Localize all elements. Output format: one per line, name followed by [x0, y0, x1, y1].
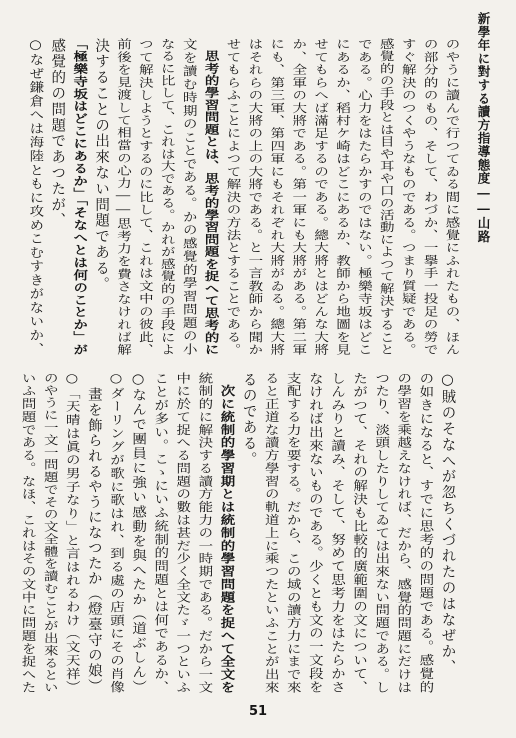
text-line: ると正道な讀方學習の軌道上に乘つたといふことが出來: [262, 372, 279, 694]
text-line: ○なぜ鎌倉へは海陸ともに攻めこむすきがないか、: [27, 38, 44, 356]
text-line: なるに比して、これは大である。かれが感覺的の手段によ: [158, 38, 175, 356]
text-line: 前後を見渡して相當の心力――思考力を費さなければ解: [115, 38, 131, 356]
text-line: つて解決しようとするのに比して、これは文中の彼此、: [136, 38, 153, 356]
text-line: 感覺的の手段とは目や耳や口の活動によつて解決すること: [377, 38, 394, 356]
text-line: の學習を乘越えなければ、だから、感覺的問題にだけは: [395, 372, 412, 694]
text-line: 中に於て捉へる問題の數は甚だ少く全文たゞ一つといふ: [174, 372, 191, 694]
running-header: 新學年に對する讀方指導態度――山路: [476, 12, 491, 244]
text-line: か、全軍の大將である。第一軍にも大將がある。第二軍: [290, 38, 307, 356]
text-line: 畫を飾られるやうになつたか（燈臺守の娘）: [85, 372, 102, 694]
text-line: の部分的のもの、そして、わづか、一擧手一投足の勞で: [421, 38, 438, 356]
text-line: にも、第三軍、第四軍にもそれぞれ大將がゐる。總大將: [268, 38, 285, 356]
text-line: ことが多い。こゝにいふ統制的問題とは何であるか、: [152, 372, 169, 695]
text-line: 支配する力を要する。だから、この域の讀方力にまで來: [284, 372, 301, 694]
text-line: せてもらへば滿足するのである。總大將とはどんな大將: [312, 38, 329, 356]
text-line: 統制的に解決する讀方能力の一時期である。だから一文: [196, 372, 213, 694]
page-number: 51: [248, 704, 268, 719]
text-line: の如きになると、すでに思考的の問題である。感覺的: [417, 372, 434, 695]
text-line: 決することの出來ない問題である。: [93, 38, 110, 293]
text-line: 文を讀む時期のことである。かの感覺的學習問題の小: [180, 38, 197, 356]
text-line: 「極樂寺坂はどこにあるか」「そなへとは何のことか」が: [71, 38, 89, 357]
text-line: ○賊のそなへが忽ちくづれたのはなぜか、: [439, 372, 456, 676]
text-line: つたり、淡頭したりしてゐては出來ない問題である。し: [373, 372, 390, 694]
text-line: である。心力をはたらかすのではない。極樂寺坂はどこ: [355, 38, 372, 356]
text-line: 思考的學習問題とは、思考的學習問題を捉へて思考的に: [202, 38, 220, 356]
text-line: なければ出來ないものである。少くとも文の一文段を: [306, 372, 323, 695]
text-line: にあるか、稻村ケ崎はどこにあるか、教師から地圖を見: [334, 38, 350, 356]
text-line: しんみりと讀み、そして、努めて思考力をはたらかさ: [329, 372, 345, 695]
text-line: ○なんで團員に強い感動を與へたか（道ぶしん）: [130, 372, 147, 695]
text-line: のやうに讀んで行つてゐる間に感覺にふれたもの、ほん: [443, 38, 460, 356]
text-line: のやうに一文一問題でその文全體を讀むことが出來るとい: [41, 372, 58, 695]
text-line: せてもらふことによつて解決の方法とすることである。: [224, 38, 241, 356]
text-line: すぐ解決のつくやうなものである。つまり質疑である。: [399, 38, 416, 356]
text-line: いふ問題である。なほ、これはその文中に問題を捉へた: [19, 372, 36, 694]
text-line: たがつて、それの解決も比較的廣範圍の文について、: [351, 372, 368, 695]
text-line: ○「天晴は眞の男子なり」と言はれるわけ（文天祥）: [63, 372, 80, 694]
text-line: はそれらの大將の上の大將である。と一言教師から聞か: [246, 38, 263, 356]
text-line: 感覺的の問題であつたが、: [49, 38, 66, 229]
text-line: 次に統制的學習期とは統制的學習問題を捉へて全文を: [218, 372, 236, 694]
text-line: ○ダーリングが歌に歌はれ、到る處の店頭にその肖像: [108, 372, 124, 694]
text-line: るのである。: [240, 372, 257, 468]
